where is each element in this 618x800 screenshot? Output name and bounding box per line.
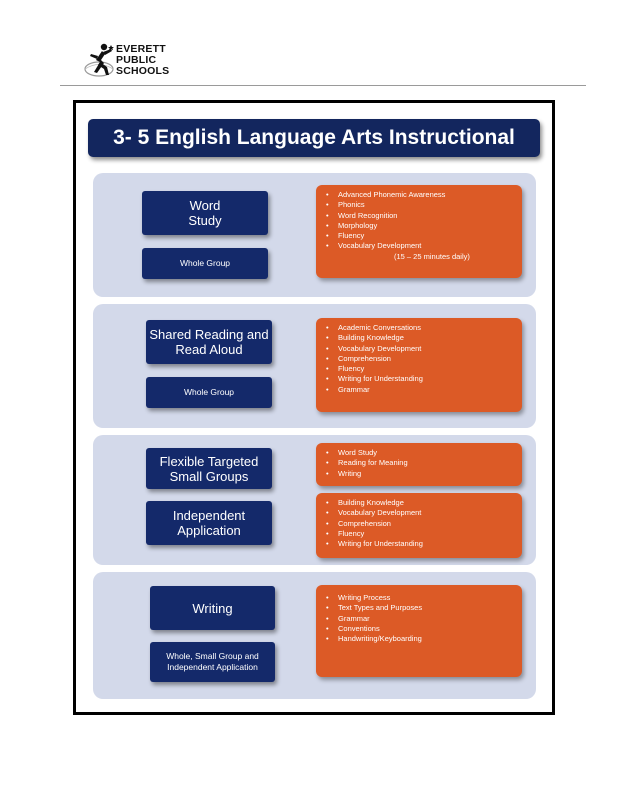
flexible-groups-heading <box>146 448 272 489</box>
writing-group-label <box>150 642 275 682</box>
shared-reading-heading-text: Shared Reading and Read Aloud <box>149 327 269 357</box>
list-item: • Grammar <box>316 614 522 624</box>
logo-line-2: PUBLIC <box>116 54 157 66</box>
writing-group-label-text: Whole, Small Group and Independent Application <box>166 651 259 672</box>
word-study-group-label: Whole Group <box>142 248 268 279</box>
list-item: • Word Study <box>316 448 522 458</box>
logo-line-1: EVERETT <box>116 43 166 55</box>
list-item: • Morphology <box>316 221 522 231</box>
list-item: • Fluency <box>316 231 522 241</box>
writing-list <box>316 585 522 677</box>
section-word-study <box>93 173 536 297</box>
list-item: • Text Types and Purposes <box>316 603 522 613</box>
word-study-list <box>316 185 522 278</box>
logo-line-3: SCHOOLS <box>116 65 170 77</box>
flexible-groups-heading-text: Flexible Targeted Small Groups <box>159 453 259 484</box>
writing-heading: Writing <box>150 586 275 630</box>
shared-reading-list <box>316 318 522 412</box>
list-item: • Reading for Meaning <box>316 458 522 468</box>
list-item: • Writing for Understanding <box>316 374 522 384</box>
independent-application-heading-text: Independent Application <box>172 508 246 538</box>
list-item: • Handwriting/Keyboarding <box>316 634 522 644</box>
list-item: • Word Recognition <box>316 211 522 221</box>
list-item: • Writing Process <box>316 593 522 603</box>
district-logo <box>82 42 192 84</box>
shared-reading-group-label: Whole Group <box>146 377 272 408</box>
list-item: • Vocabulary Development <box>316 344 522 354</box>
list-item: • Comprehension <box>316 354 522 364</box>
list-item: • Grammar <box>316 385 522 395</box>
flexible-groups-list <box>316 443 522 486</box>
list-item: • Writing for Understanding <box>316 539 522 549</box>
list-item: • Phonics <box>316 200 522 210</box>
list-item: • Advanced Phonemic Awareness <box>316 190 522 200</box>
runner-icon <box>82 42 118 80</box>
instructional-model-frame <box>73 100 555 715</box>
list-item: • Academic Conversations <box>316 323 522 333</box>
logo-text <box>116 44 169 77</box>
section-shared-reading <box>93 304 536 428</box>
list-item: • Comprehension <box>316 519 522 529</box>
list-item: • Fluency <box>316 529 522 539</box>
page-title: 3- 5 English Language Arts Instructional <box>88 119 540 157</box>
list-item: • Building Knowledge <box>316 498 522 508</box>
word-study-heading-text: Word Study <box>188 198 222 228</box>
word-study-time-note: (15 – 25 minutes daily) <box>394 251 470 261</box>
list-item: • Building Knowledge <box>316 333 522 343</box>
list-item: • Fluency <box>316 364 522 374</box>
list-item: • Writing <box>316 469 522 479</box>
word-study-heading <box>142 191 268 235</box>
shared-reading-heading <box>146 320 272 364</box>
section-writing <box>93 572 536 699</box>
independent-application-list <box>316 493 522 558</box>
section-small-groups <box>93 435 536 565</box>
list-item: • Conventions <box>316 624 522 634</box>
header-divider <box>60 85 586 86</box>
independent-application-heading <box>146 501 272 545</box>
list-item: • Vocabulary Development <box>316 508 522 518</box>
list-item: • Vocabulary Development <box>316 241 522 251</box>
